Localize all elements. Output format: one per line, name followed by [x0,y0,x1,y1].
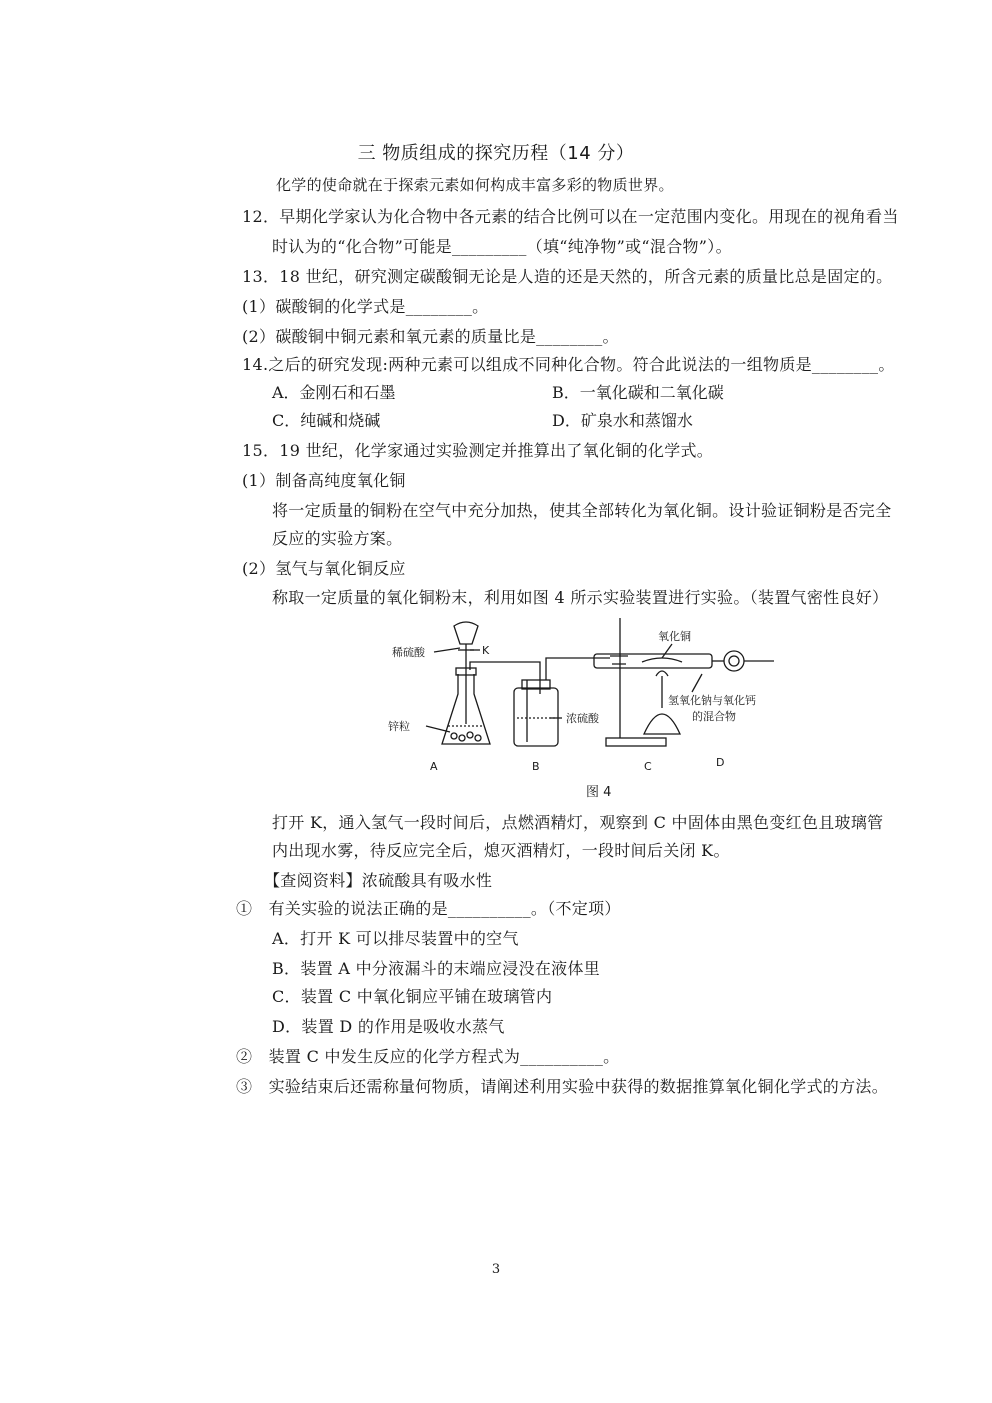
q15-reference: 【查阅资料】浓硫酸具有吸水性 [264,871,493,890]
label-dilute-acid: 稀硫酸 [392,646,425,659]
q14-option-d: D．矿泉水和蒸馏水 [552,411,693,430]
q15-after-line1: 打开 K，通入氢气一段时间后，点燃酒精灯，观察到 C 中固体由黑色变红色且玻璃管 [272,813,884,832]
page-number: 3 [491,1262,501,1277]
label-zinc: 锌粒 [388,720,410,733]
label-b: B [532,760,540,773]
figure-4-apparatus [362,614,792,804]
q15-stem: 15．19 世纪，化学家通过实验测定并推算出了氧化铜的化学式。 [242,441,714,460]
mix-leader [692,674,702,692]
q15-part1-line1: 将一定质量的铜粉在空气中充分加热，使其全部转化为氧化铜。设计验证铜粉是否完全 [272,501,892,520]
q14-stem: 14.之后的研究发现:两种元素可以组成不同种化合物。符合此说法的一组物质是________。 [242,355,895,374]
q15-part1-title: (1）制备高纯度氧化铜 [242,471,406,490]
drying-tube-bulb [724,651,744,671]
figure-caption: 图 4 [586,785,612,800]
q15-sub1-option-a: A．打开 K 可以排尽装置中的空气 [272,929,519,948]
q15-sub1-option-c: C．装置 C 中氧化铜应平铺在玻璃管内 [272,987,553,1006]
q15-sub1-option-b: B．装置 A 中分液漏斗的末端应浸没在液体里 [272,959,601,978]
q15-part2-line1: 称取一定质量的氧化铜粉末，利用如图 4 所示实验装置进行实验。（装置气密性良好） [272,588,889,607]
section-intro: 化学的使命就在于探索元素如何构成丰富多彩的物质世界。 [276,176,674,194]
label-k: K [482,644,490,657]
funnel-bulb [454,622,478,644]
dilute-acid-leader [434,648,460,652]
q14-options-row2 [272,410,832,432]
q14-option-a: A．金刚石和石墨 [272,383,396,402]
q14-option-b: B．一氧化碳和二氧化碳 [552,383,724,402]
apparatus-diagram [362,614,792,804]
label-cuo: 氧化铜 [658,630,691,643]
copper-oxide-powder [642,658,682,662]
label-mix-1: 氢氧化钠与氧化钙 [668,694,756,707]
label-mix-2: 的混合物 [692,710,736,723]
label-conc-acid: 浓硫酸 [566,712,599,725]
tube-b-c [546,658,610,680]
cuo-leader [662,644,672,658]
q15-sub3: ③ 实验结束后还需称量何物质，请阐述利用实验中获得的数据推算氧化铜化学式的方法。 [236,1077,889,1096]
q15-sub1-option-d: D．装置 D 的作用是吸收水蒸气 [272,1017,505,1036]
q15-part2-title: (2）氢气与氧化铜反应 [242,559,406,578]
q15-sub2: ② 装置 C 中发生反应的化学方程式为__________。 [236,1047,620,1066]
wash-bottle [514,688,558,746]
clamp [610,656,628,664]
q14-options-row1 [272,382,832,404]
label-d: D [716,756,725,769]
q13-part1: (1）碳酸铜的化学式是________。 [242,297,489,316]
stand-base [606,738,666,746]
q15-part1-line2: 反应的实验方案。 [272,529,403,548]
flame [656,671,668,676]
q15-sub1: ① 有关实验的说法正确的是__________。（不定项） [236,899,621,918]
alcohol-lamp [644,714,680,734]
q13-stem: 13．18 世纪，研究测定碳酸铜无论是人造的还是天然的，所含元素的质量比总是固定的。 [242,267,893,286]
q12-line1: 12．早期化学家认为化合物中各元素的结合比例可以在一定范围内变化。用现在的视角看当 [242,207,899,226]
zinc-granule [451,733,457,739]
section-title: 三 物质组成的探究历程（14 分） [357,143,635,164]
label-c: C [644,760,652,773]
q12-line2: 时认为的“化合物”可能是_________（填“纯净物”或“混合物”）。 [272,237,732,256]
q15-after-line2: 内出现水雾，待反应完全后，熄灭酒精灯，一段时间后关闭 K。 [272,841,730,860]
q13-part2: (2）碳酸铜中铜元素和氧元素的质量比是________。 [242,327,619,346]
label-a: A [430,760,438,773]
q14-option-c: C．纯碱和烧碱 [272,411,381,430]
